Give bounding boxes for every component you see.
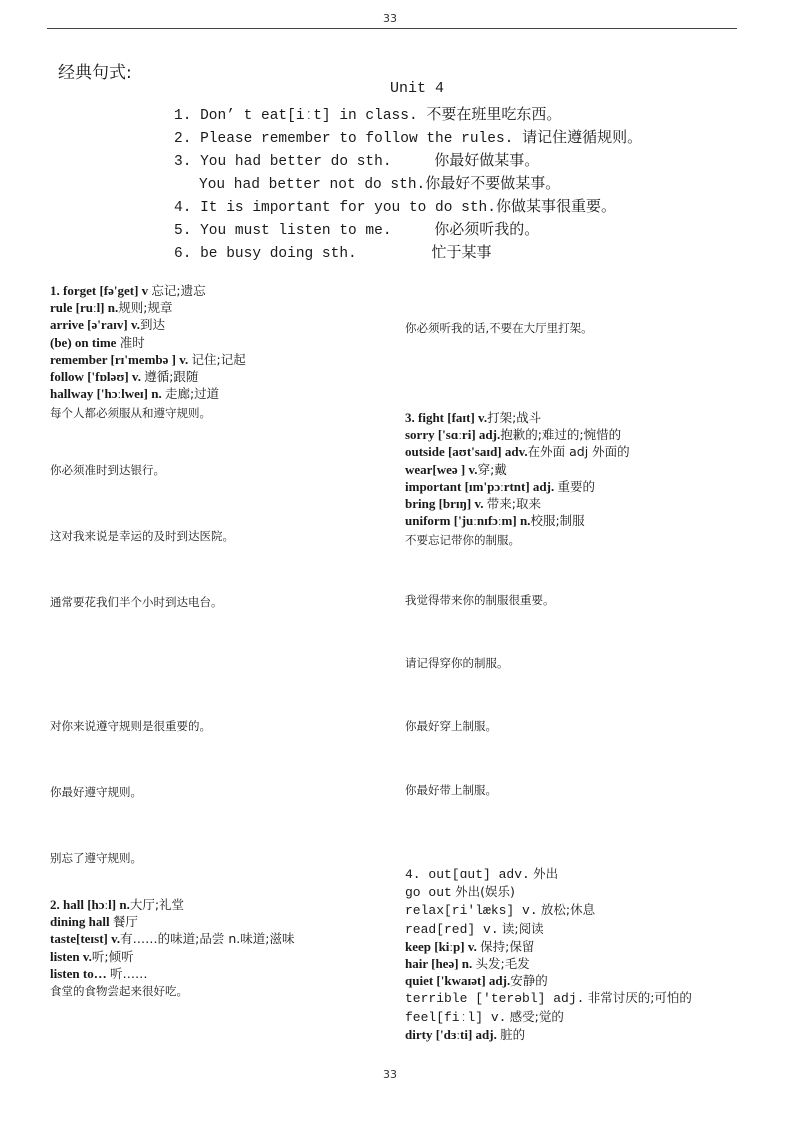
vocab-meaning: 保持;保留 [480,938,535,954]
vocab-item [405,989,692,1007]
vocab-item [405,938,692,955]
vocab-item [50,965,294,982]
unit-title: Unit 4 [390,80,445,97]
sentence-4 [174,195,616,216]
sentence-2 [174,126,642,147]
vocab-item [405,409,630,426]
vocab-meaning: 带来;取来 [486,496,541,512]
vocab-item [405,461,630,478]
vocab-term: taste[teɪst] v. [50,931,121,947]
vocab-meaning: 非常讨厌的;可怕的 [587,990,692,1006]
vocab-item [405,865,692,883]
practice-prompt: 你最好穿上制服。 [405,719,497,733]
vocab-meaning: 抱歉的;难过的;惋惜的 [500,427,622,443]
practice-prompt: 我觉得带来你的制服很重要。 [405,593,555,607]
sentence-zh: 你最好做某事。 [434,151,540,169]
vocab-item [405,920,692,938]
vocab-term: terrible ['terəbl] adj. [405,991,585,1007]
vocab-meaning: 外出(娱乐) [455,884,515,900]
vocab-item [405,901,692,919]
vocab-meaning: 感受;觉的 [509,1008,564,1024]
practice-prompt: 对你来说遵守规则是很重要的。 [50,719,211,733]
vocab-item [405,883,692,901]
vocab-meaning: 记住;记起 [191,351,246,367]
practice-prompt: 你必须准时到达银行。 [50,463,165,477]
vocab-term: quiet ['kwaɪət] adj. [405,973,511,989]
sentence-en: 5. You must listen to me. [174,223,392,239]
vocab-item [50,282,246,299]
vocab-meaning: 听;倾听 [91,948,134,964]
vocab-group-2 [50,896,294,982]
vocab-item [405,1026,692,1043]
vocab-meaning: 大厅;礼堂 [129,897,185,912]
vocab-term: important [ɪm'pɔːrtnt] adj. [405,478,555,494]
vocab-term: listen v. [50,948,92,964]
vocab-term: 2. hall [hɔːl] n. [50,897,130,912]
practice-prompt: 不要忘记带你的制服。 [405,533,520,547]
vocab-term: uniform ['juːnɪfɔːm] n. [405,513,531,529]
sentence-en: 2. Please remember to follow the rules. [174,131,514,147]
vocab-term: dirty ['dɜːti] adj. [405,1026,497,1042]
vocab-item [405,512,630,529]
vocab-term: relax[ri'læks] v. [405,903,538,919]
vocab-group-4 [405,865,692,1043]
vocab-term: rule [ruːl] n. [50,300,119,316]
section-heading: 经典句式: [58,63,132,83]
practice-prompt: 通常要花我们半个小时到达电台。 [50,595,223,609]
vocab-term: hallway ['hɔːlweɪ] n. [50,386,162,402]
vocab-meaning: 准时 [119,334,145,350]
sentence-5 [174,218,539,239]
vocab-item [405,495,630,512]
vocab-group-1 [50,282,246,402]
sentence-en: 3. You had better do sth. [174,154,392,170]
vocab-meaning: 校服;制服 [530,513,585,529]
page-number-top: 33 [383,12,397,25]
practice-prompt: 请记得穿你的制服。 [405,656,509,670]
vocab-term: keep [kiːp] v. [405,938,477,954]
sentence-en: You had better not do sth. [199,177,426,193]
sentence-zh: 你必须听我的。 [434,220,540,238]
vocab-item [405,955,692,972]
practice-prompt: 你最好遵守规则。 [50,785,142,799]
vocab-meaning: 有……的味道;品尝 n.味道;滋味 [120,931,295,947]
vocab-meaning: 脏的 [500,1026,526,1042]
vocab-meaning: 忘记;遗忘 [151,283,206,298]
vocab-meaning: 头发;毛发 [475,956,530,972]
vocab-meaning: 听…… [109,965,148,981]
vocab-item [405,1008,692,1026]
header-rule [47,28,737,29]
vocab-term: (be) on time [50,334,117,350]
vocab-term: feel[fiːl] v. [405,1009,507,1025]
practice-prompt: 这对我来说是幸运的及时到达医院。 [50,529,234,543]
sentence-3 [174,149,539,170]
sentence-zh: 你做某事很重要。 [495,197,616,215]
vocab-meaning: 遵循;跟随 [144,369,199,385]
vocab-term: outside [aʊt'saɪd] adv. [405,444,528,460]
practice-prompt: 你最好带上制服。 [405,783,497,797]
vocab-item [50,896,294,913]
vocab-item [50,385,246,402]
page-number-bottom: 33 [383,1068,397,1081]
practice-prompt: 你必须听我的话,不要在大厅里打架。 [405,321,593,335]
vocab-term: listen to… [50,965,107,981]
vocab-item [50,948,294,965]
vocab-item [50,930,294,947]
vocab-meaning: 读;阅读 [501,920,544,936]
sentence-3b [199,172,560,193]
vocab-item [50,299,246,316]
sentence-zh: 请记住遵循规则。 [522,128,643,146]
vocab-term: 1. forget [fə'get] v [50,283,149,298]
vocab-meaning: 安静的 [510,973,548,989]
sentence-en: 1. Don’ t eat[iːt] in class. [174,108,418,124]
vocab-term: read[red] v. [405,921,499,937]
vocab-item [50,368,246,385]
vocab-item [50,913,294,930]
sentence-en: 4. It is important for you to do sth. [174,200,496,216]
vocab-term: sorry ['sɑːri] adj. [405,427,501,443]
sentence-1 [174,103,561,124]
vocab-term: remember [rɪ'membə ] v. [50,351,189,367]
vocab-term: hair [heə] n. [405,956,473,972]
practice-prompt: 别忘了遵守规则。 [50,851,142,865]
vocab-term: wear[weə ] v. [405,461,478,477]
vocab-term: dining hall [50,914,110,930]
vocab-item [50,351,246,368]
vocab-term: follow ['fɒləʊ] v. [50,369,141,385]
vocab-term: go out [405,885,452,901]
sentence-6 [174,241,491,262]
vocab-term: 3. fight [faɪt] v. [405,410,488,425]
vocab-meaning: 打架;战斗 [487,410,542,425]
vocab-item [405,443,630,460]
vocab-meaning: 重要的 [557,478,596,494]
vocab-meaning: 放松;休息 [540,902,596,918]
vocab-group-3 [405,409,630,529]
vocab-term: arrive [ə'raɪv] v. [50,317,141,333]
vocab-meaning: 在外面 adj 外面的 [527,444,630,460]
vocab-meaning: 穿;戴 [477,461,507,477]
vocab-term: bring [brɪŋ] v. [405,496,484,512]
vocab-meaning: 到达 [140,317,166,333]
vocab-meaning: 餐厅 [112,914,138,930]
vocab-meaning: 外出 [533,866,559,881]
practice-prompt: 每个人都必须服从和遵守规则。 [50,406,211,420]
vocab-term: 4. out[ɑut] adv. [405,867,530,882]
sentence-zh: 忙于某事 [431,243,492,261]
vocab-meaning: 规则;规章 [118,300,173,316]
vocab-item [405,478,630,495]
sentence-zh: 你最好不要做某事。 [425,174,561,192]
vocab-item [50,334,246,351]
sentence-zh: 不要在班里吃东西。 [426,105,562,123]
vocab-meaning: 走廊;过道 [164,386,220,402]
vocab-item [50,316,246,333]
practice-prompt: 食堂的食物尝起来很好吃。 [50,984,188,998]
vocab-item [405,972,692,989]
sentence-en: 6. be busy doing sth. [174,246,357,262]
vocab-item [405,426,630,443]
